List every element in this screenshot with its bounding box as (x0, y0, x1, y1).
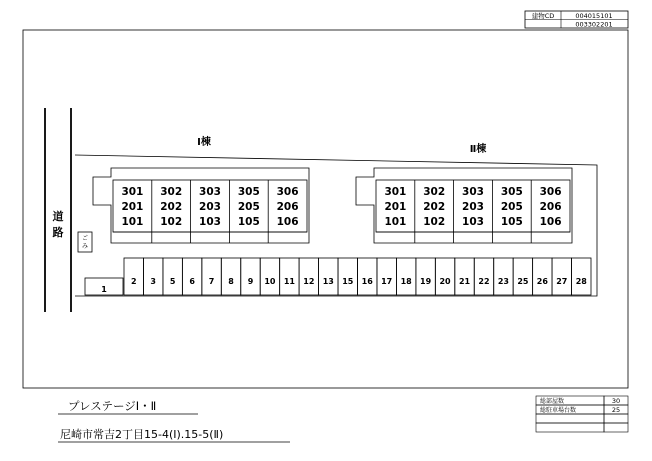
building-2-room: 302 (423, 186, 446, 198)
parking-number: 13 (322, 277, 334, 286)
building-1-room: 103 (199, 216, 221, 228)
building-1-room: 305 (237, 186, 260, 198)
building-1-room: 106 (276, 216, 299, 228)
building-code-2: 003302201 (575, 20, 613, 29)
building-1-room: 301 (121, 186, 144, 198)
map-frame (23, 30, 628, 388)
building-2-room: 101 (384, 216, 407, 228)
building-2-room: 103 (462, 216, 484, 228)
summary-value: 30 (611, 397, 621, 405)
garbage-label-2: み (81, 243, 89, 250)
building-2-room: 301 (384, 186, 407, 198)
parking-number: 7 (208, 277, 215, 286)
parking-number: 1 (101, 285, 107, 294)
building-2-room: 303 (462, 186, 484, 198)
summary-label: 総部屋数 (540, 398, 565, 405)
building-2-room: 202 (423, 201, 446, 213)
building-2-room: 201 (384, 201, 407, 213)
building-2 (356, 168, 572, 243)
address: 尼崎市常吉2丁目15-4(Ⅰ).15-5(Ⅱ) (60, 428, 224, 441)
building-1-room: 306 (276, 186, 299, 198)
building-2-label: Ⅱ棟 (469, 144, 487, 155)
property-name: プレステージⅠ・Ⅱ (68, 399, 157, 413)
parking-number: 2 (130, 277, 137, 286)
road-label-2: 路 (52, 226, 64, 239)
building-1-room: 102 (160, 216, 183, 228)
parking-number: 17 (381, 277, 393, 286)
garbage-label-1: ご (81, 235, 89, 242)
building-2-room: 203 (462, 201, 484, 213)
building-1-room: 105 (237, 216, 260, 228)
building-2-room: 102 (423, 216, 446, 228)
building-1-room: 101 (121, 216, 144, 228)
parking-area (85, 258, 591, 295)
garbage-area (78, 232, 92, 252)
parking-number: 6 (189, 277, 195, 286)
parking-number: 5 (169, 277, 176, 286)
parking-number: 19 (420, 277, 432, 286)
summary-label: 総駐車場台数 (540, 407, 577, 414)
summary-value-cell (604, 414, 628, 423)
parking-number: 28 (575, 277, 587, 286)
parking-number: 11 (283, 277, 295, 286)
summary-table (536, 396, 628, 432)
parking-number: 18 (400, 277, 412, 286)
summary-label-cell (536, 423, 604, 432)
parking-number: 9 (247, 277, 254, 286)
building-1-label: Ⅰ棟 (197, 137, 211, 148)
building-1-room: 206 (276, 201, 299, 213)
parking-number: 8 (228, 277, 234, 286)
building-1-room: 203 (199, 201, 221, 213)
summary-label-cell (536, 414, 604, 423)
parking-number: 25 (517, 277, 529, 286)
building-1-room: 202 (160, 201, 183, 213)
building-2-room: 306 (539, 186, 562, 198)
building-1-room: 303 (199, 186, 221, 198)
building-1 (93, 168, 309, 243)
building-code-table (525, 11, 628, 29)
parking-number: 27 (556, 277, 568, 286)
summary-value: 25 (611, 406, 621, 414)
building-2-room: 206 (539, 201, 562, 213)
parking-number: 26 (536, 277, 548, 286)
building-1-room: 201 (121, 201, 144, 213)
building-code-1: 004015101 (575, 12, 613, 20)
road-label-1: 道 (52, 210, 64, 223)
building-code-label: 建物CD (531, 12, 555, 20)
building-1-room: 205 (237, 201, 260, 213)
parking-number: 3 (150, 277, 156, 286)
building-2-room: 205 (500, 201, 523, 213)
parking-number: 12 (303, 277, 315, 286)
parking-number: 16 (361, 277, 373, 286)
parking-number: 20 (439, 277, 451, 286)
parking-number: 22 (478, 277, 490, 286)
building-2-room: 106 (539, 216, 562, 228)
building-1-room: 302 (160, 186, 183, 198)
building-2-room: 105 (500, 216, 523, 228)
parking-number: 23 (497, 277, 510, 286)
parking-number: 15 (342, 277, 354, 286)
building-2-room: 305 (500, 186, 523, 198)
parking-number: 10 (264, 277, 276, 286)
summary-value-cell (604, 423, 628, 432)
parking-number: 21 (458, 277, 471, 286)
